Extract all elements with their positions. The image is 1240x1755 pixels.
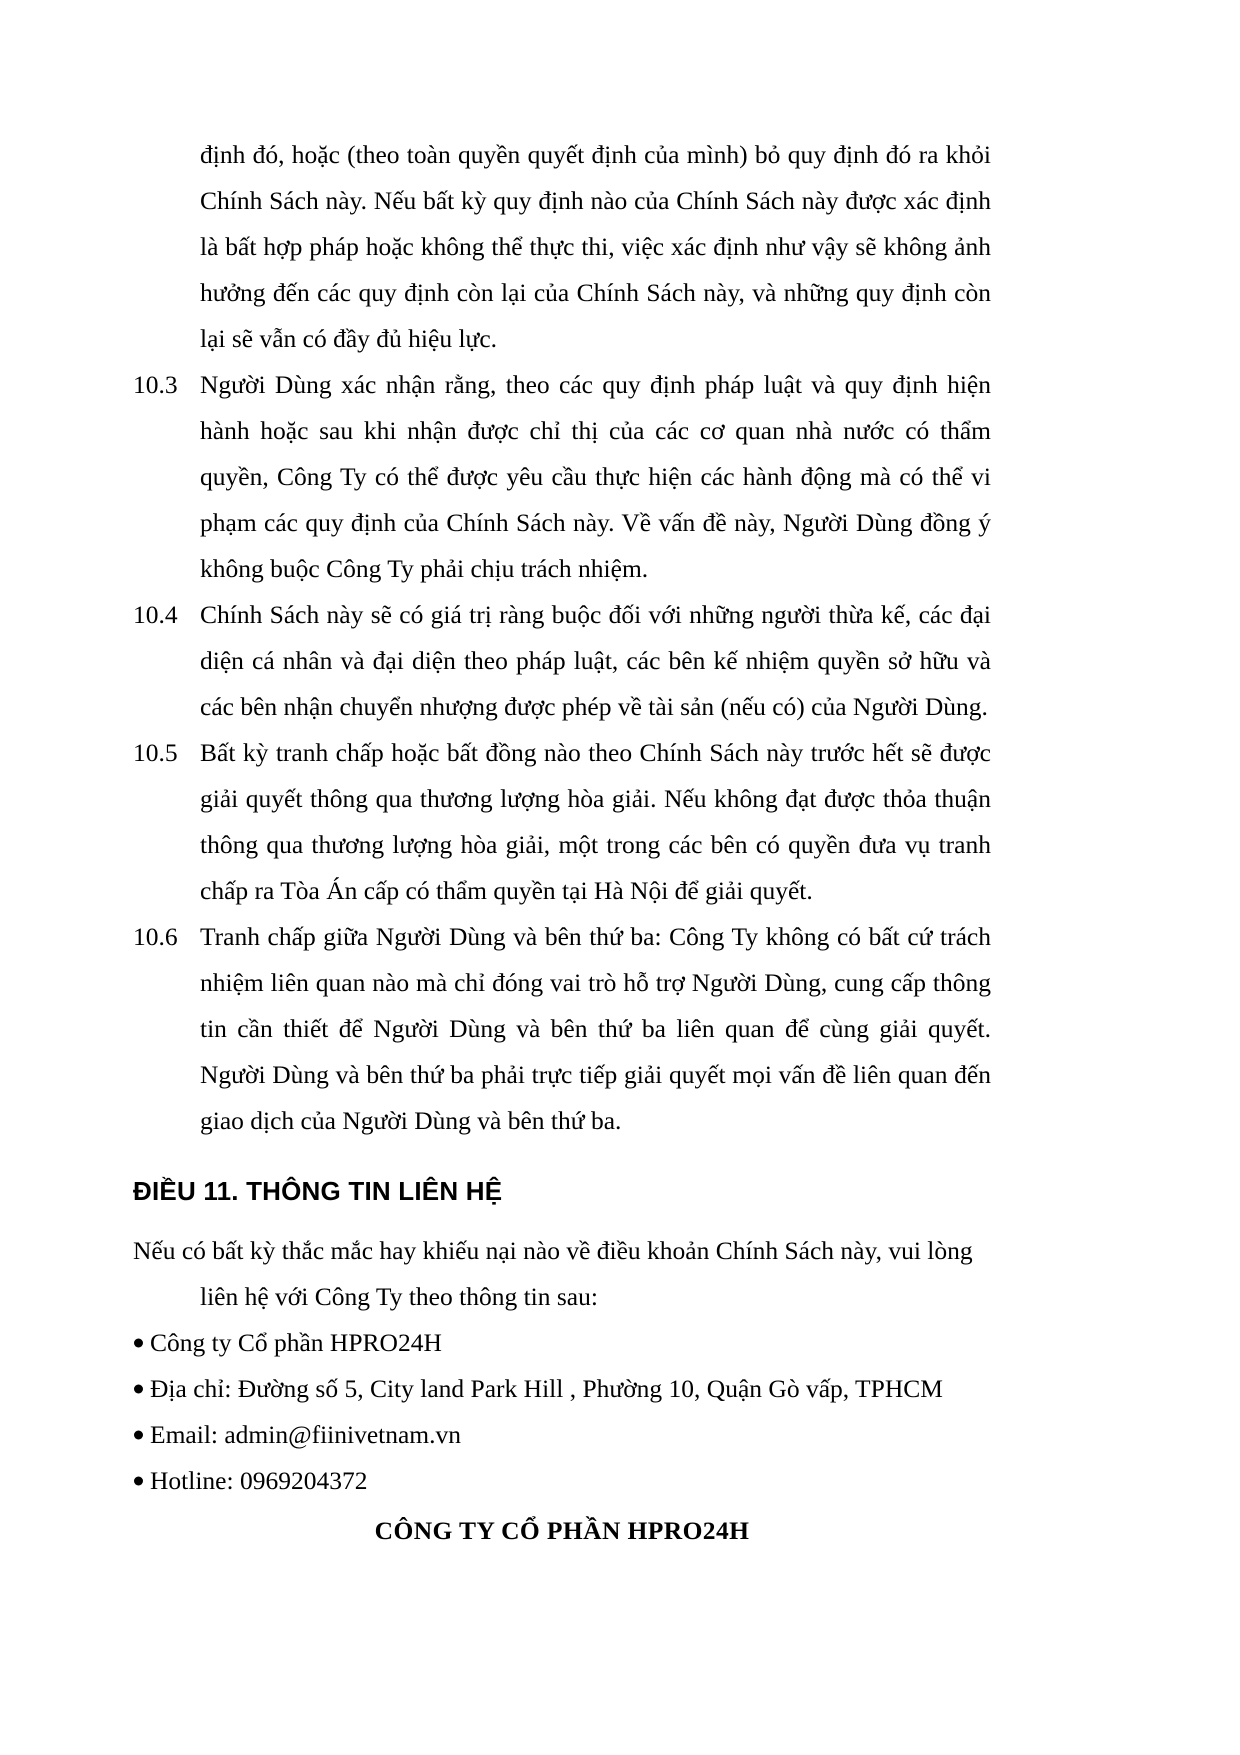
continuation-paragraph: định đó, hoặc (theo toàn quyền quyết định của mình) bỏ quy định đó ra khỏi Chính Sách này. Nếu bất kỳ quy định nào của Chính Sách này được xác định là bất hợp pháp hoặc không thể thực thi, việc xác định như vậy sẽ không ảnh hưởng đến các quy định còn lại của Chính Sách này, và những quy định còn lại sẽ vẫn có đầy đủ hiệu lực. [200, 140, 991, 353]
clause-text: Chính Sách này sẽ có giá trị ràng buộc đối với những người thừa kế, các đại diện cá nhân và đại diện theo pháp luật, các bên kế nhiệm quyền sở hữu và các bên nhận chuyển nhượng được phép về tài sản (nếu có) của Người Dùng. [200, 600, 991, 721]
list-item [133, 1320, 991, 1366]
clause-text: Người Dùng xác nhận rằng, theo các quy định pháp luật và quy định hiện hành hoặc sau khi nhận được chỉ thị của các cơ quan nhà nước có thẩm quyền, Công Ty có thể được yêu cầu thực hiện các hành động mà có thể vi phạm các quy định của Chính Sách này. Về vấn đề này, Người Dùng đồng ý không buộc Công Ty phải chịu trách nhiệm. [200, 370, 991, 583]
list-item-label: Công ty Cổ phần HPRO24H [150, 1328, 442, 1357]
closing-company-name: CÔNG TY CỔ PHẦN HPRO24H [374, 1516, 750, 1545]
contact-intro-line-1: Nếu có bất kỳ thắc mắc hay khiếu nại nào về điều khoản Chính Sách này, vui lòng [133, 1236, 973, 1265]
bullet-icon [134, 1431, 143, 1440]
clause-number: 10.6 [133, 922, 178, 951]
clause-text: Bất kỳ tranh chấp hoặc bất đồng nào theo Chính Sách này trước hết sẽ được giải quyết thông qua thương lượng hòa giải. Nếu không đạt được thỏa thuận thông qua thương lượng hòa giải, một trong các bên có quyền đưa vụ tranh chấp ra Tòa Án cấp có thẩm quyền tại Hà Nội để giải quyết. [200, 738, 991, 905]
clause-text: Tranh chấp giữa Người Dùng và bên thứ ba: Công Ty không có bất cứ trách nhiệm liên quan nào mà chỉ đóng vai trò hỗ trợ Người Dùng, cung cấp thông tin cần thiết để Người Dùng và bên thứ ba liên quan để cùng giải quyết. Người Dùng và bên thứ ba phải trực tiếp giải quyết mọi vấn đề liên quan đến giao dịch của Người Dùng và bên thứ ba. [200, 922, 991, 1135]
contact-intro-line-2: liên hệ với Công Ty theo thông tin sau: [200, 1282, 598, 1311]
document-body [133, 132, 991, 1580]
bullet-icon [134, 1477, 143, 1486]
clause-10-3 [133, 362, 991, 592]
list-item-label: Địa chỉ: Đường số 5, City land Park Hill , Phường 10, Quận Gò vấp, TPHCM [150, 1374, 943, 1403]
section-heading-dieu-11: ĐIỀU 11. THÔNG TIN LIÊN HỆ [133, 1176, 503, 1206]
list-item [133, 1458, 991, 1504]
contact-list [133, 1320, 991, 1504]
bullet-icon [134, 1385, 143, 1394]
clause-10-6 [133, 914, 991, 1144]
clause-number: 10.4 [133, 600, 178, 629]
list-item-label: Email: admin@fiinivetnam.vn [150, 1420, 462, 1449]
bullet-icon [134, 1339, 143, 1348]
list-item [133, 1412, 991, 1458]
clause-10-4 [133, 592, 991, 730]
contact-intro [133, 1228, 991, 1320]
clause-number: 10.3 [133, 370, 178, 399]
clause-number: 10.5 [133, 738, 178, 767]
clause-10-5 [133, 730, 991, 914]
list-item [133, 1366, 991, 1412]
list-item-label: Hotline: 0969204372 [150, 1466, 368, 1495]
